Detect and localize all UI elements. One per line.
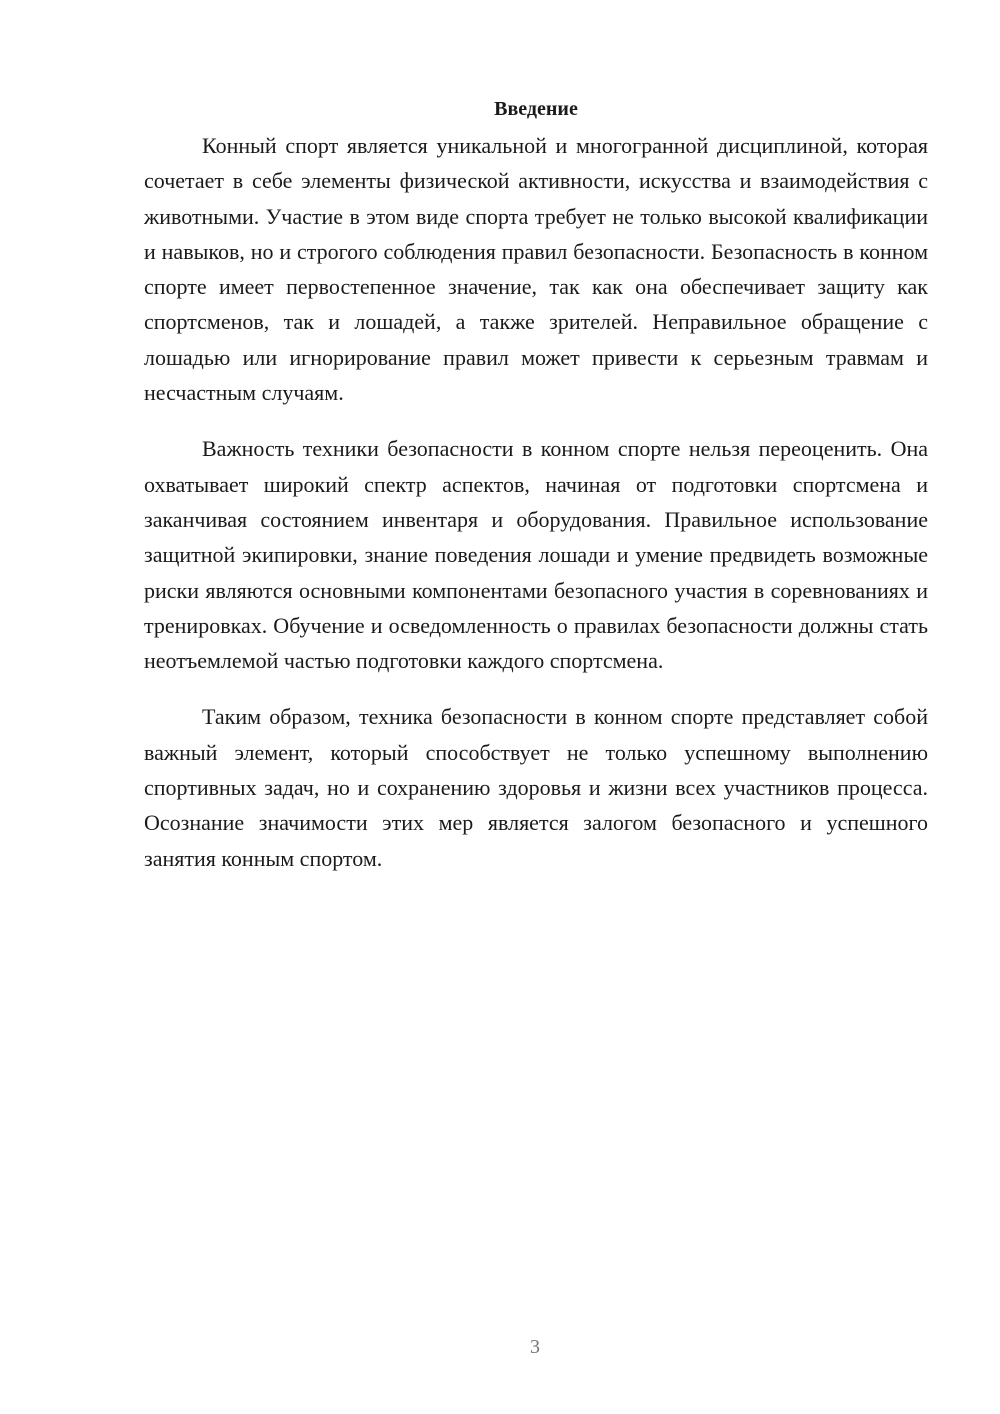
paragraph-1: Конный спорт является уникальной и многогранной дисциплиной, которая сочетает в себе элементы физической активности, искусства и взаимодействия с животными. Участие в этом виде спорта требует не только высокой квалификации и навыков, но и строгого соблюдения правил безопасности. Безопасность в конном спорте имеет первостепенное значение, так как она обеспечивает защиту как спортсменов, так и лошадей, а также зрителей. Неправильное обращение с лошадью или игнорирование правил может привести к серьезным травмам и несчастным случаям.: [144, 133, 928, 406]
paragraph-2: Важность техники безопасности в конном спорте нельзя переоценить. Она охватывает широкий спектр аспектов, начиная от подготовки спортсмена и заканчивая состоянием инвентаря и оборудования. Правильное использование защитной экипировки, знание поведения лошади и умение предвидеть возможные риски являются основными компонентами безопасного участия в соревнованиях и тренировках. Обучение и осведомленность о правилах безопасности должны стать неотъемлемой частью подготовки каждого спортсмена.: [144, 436, 928, 674]
paragraph-3: Таким образом, техника безопасности в конном спорте представляет собой важный элемент, который способствует не только успешному выполнению спортивных задач, но и сохранению здоровья и жизни всех участников процесса. Осознание значимости этих мер является залогом безопасного и успешного занятия конным спортом.: [144, 704, 928, 871]
page-content: [144, 92, 928, 876]
page-number: 3: [530, 1336, 540, 1358]
section-title: Введение: [494, 98, 578, 120]
